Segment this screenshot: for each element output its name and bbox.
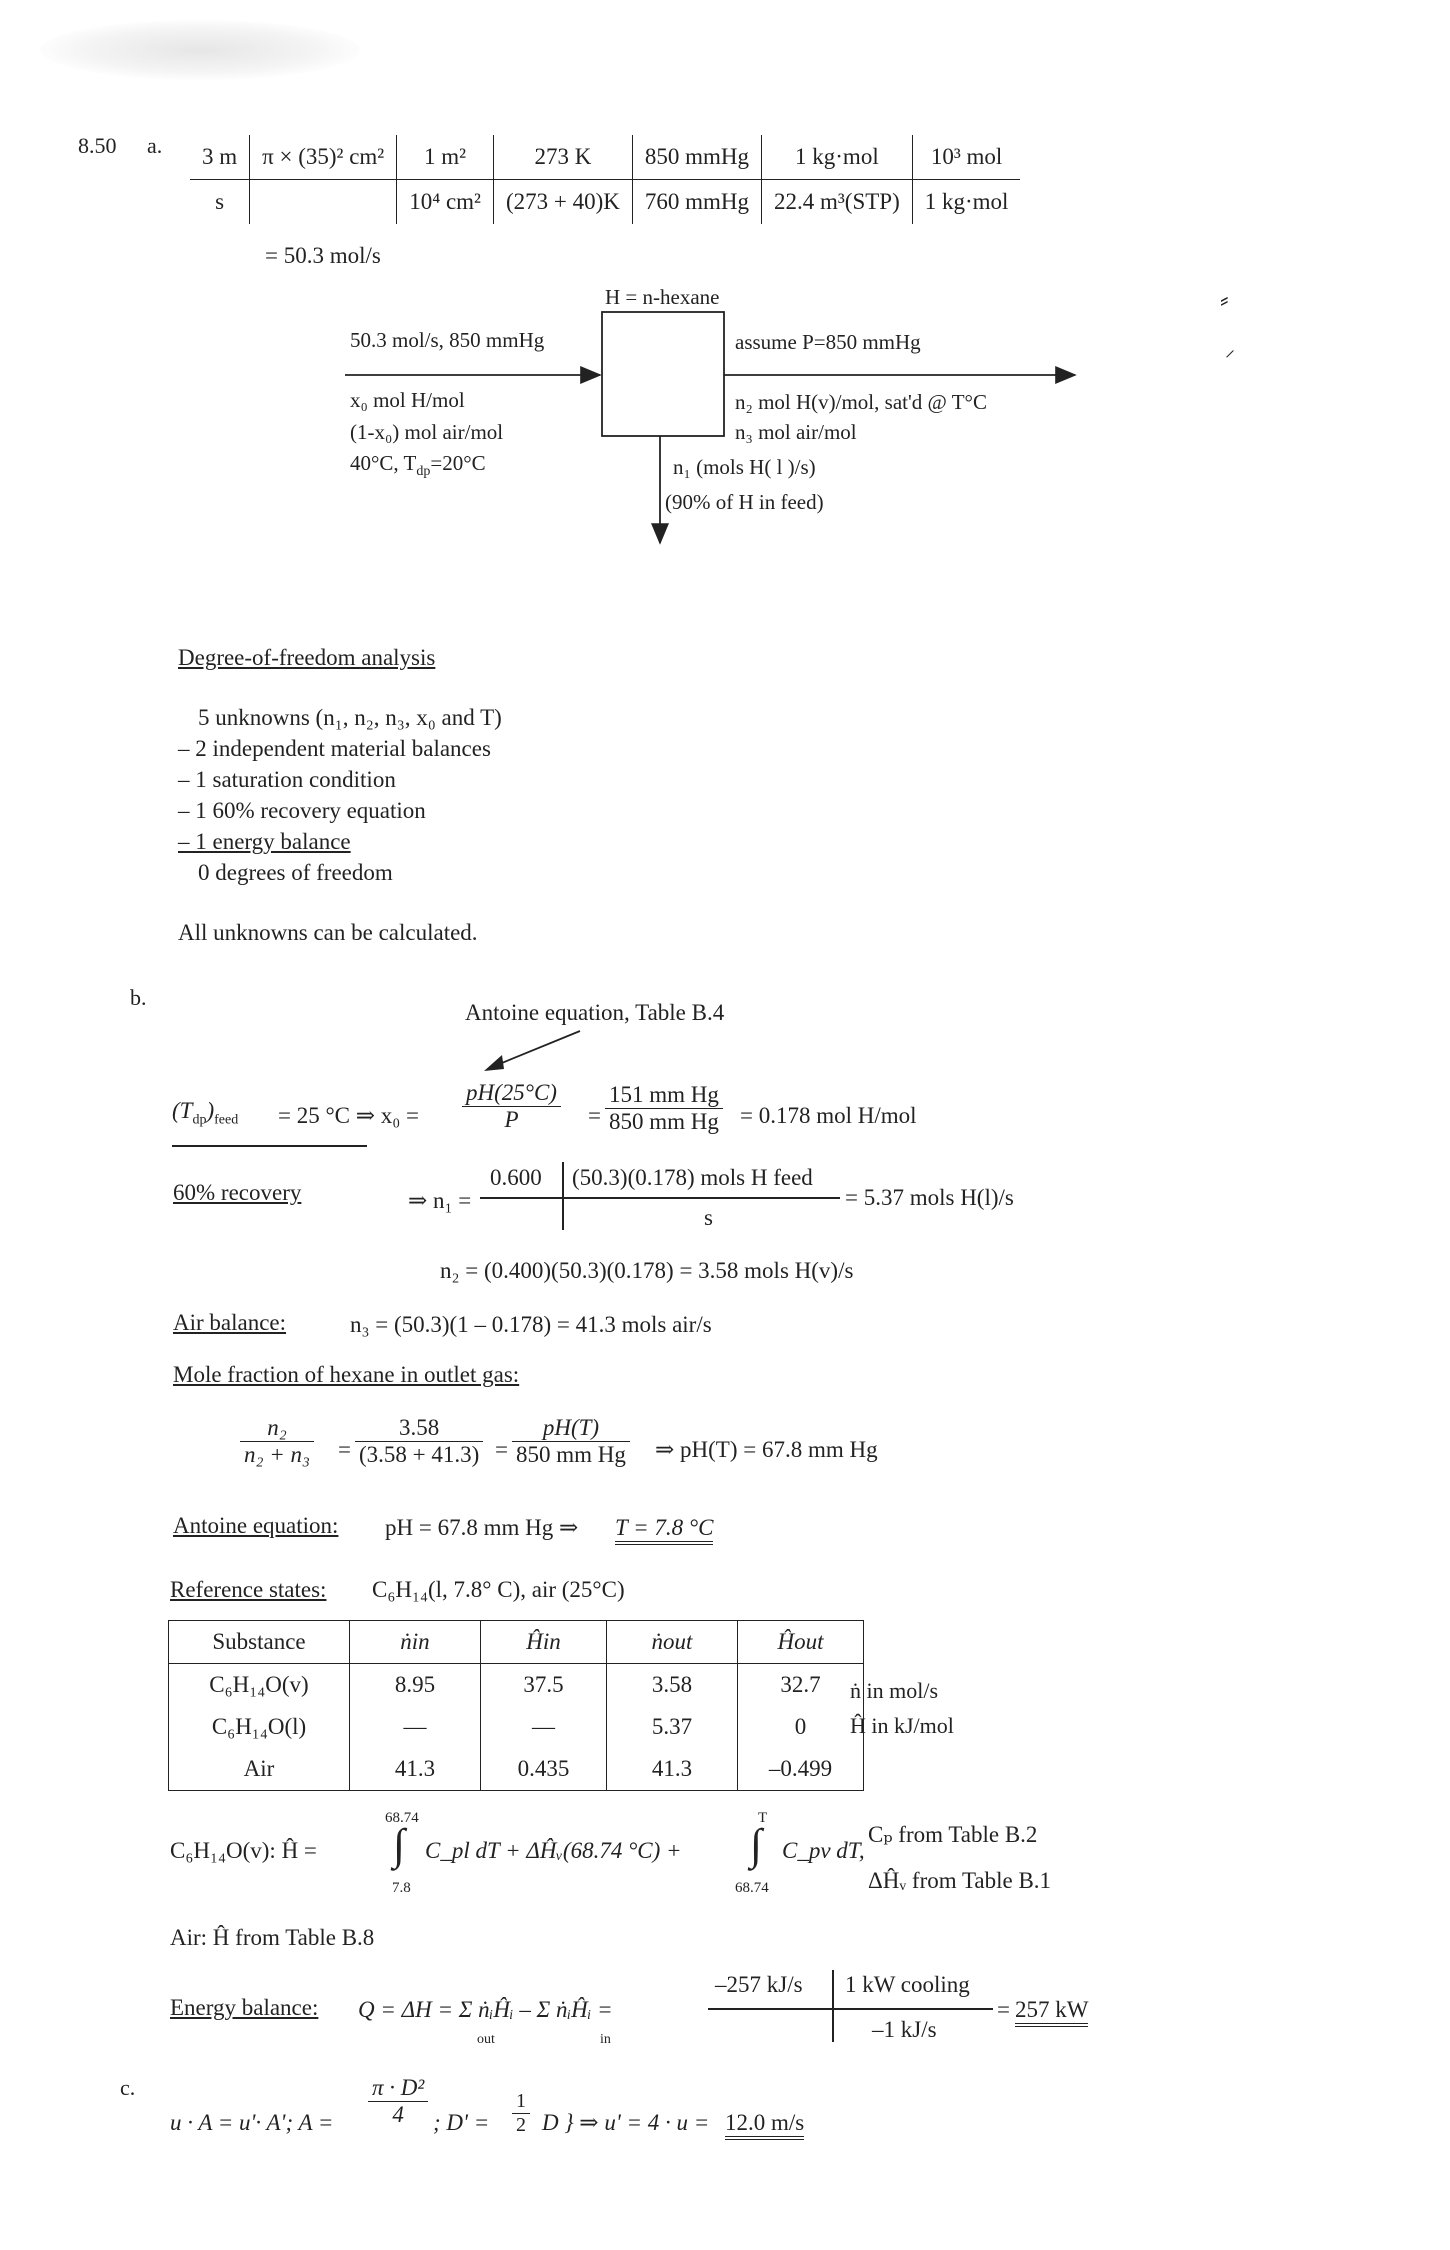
- integral-1-body: C_pl dT + ΔĤᵥ(68.74 °C) +: [425, 1838, 682, 1863]
- table-cell: 41.3: [607, 1748, 738, 1791]
- equals-sign: =: [495, 1437, 508, 1462]
- equals-sign: =: [338, 1437, 351, 1462]
- feed-composition-1: x₀ mol H/mol: [350, 388, 465, 412]
- table-cell: 41.3: [350, 1748, 481, 1791]
- table-unit-note-n: ṅ in mol/s: [850, 1678, 939, 1703]
- half-den: 2: [516, 2114, 526, 2136]
- part-b-label: b.: [130, 985, 147, 1010]
- integral-2-upper: T: [758, 1810, 768, 1826]
- table-row: [169, 1664, 864, 1707]
- table-cell: 37.5: [481, 1664, 607, 1707]
- conv-top-cell: 1 kg·mol: [762, 135, 913, 180]
- conversion-result: = 50.3 mol/s: [265, 243, 381, 268]
- n1-fraction-bar: [480, 1197, 840, 1199]
- unit-label: H = n-hexane: [605, 285, 720, 309]
- half-fraction: [512, 2090, 530, 2137]
- table-cell: 5.37: [607, 1706, 738, 1748]
- dof-line: – 1 energy balance: [178, 829, 351, 854]
- integral-2-lower: 68.74: [735, 1880, 769, 1896]
- energy-factor-3: –1 kJ/s: [872, 2017, 937, 2042]
- part-a-label: a.: [147, 133, 163, 158]
- scan-mark: ⸗: [1220, 285, 1229, 314]
- scan-mark: ⸝: [1225, 339, 1235, 361]
- liquid-stream-1: n₁ (mols H( l )/s): [673, 455, 816, 479]
- antoine-equation: pH = 67.8 mm Hg ⇒: [385, 1515, 579, 1540]
- table-header-cell: Ĥout: [738, 1621, 864, 1664]
- mm-num: 151 mm Hg: [605, 1082, 723, 1109]
- mole-fraction-f2: [355, 1415, 483, 1468]
- air-balance-equation: n₃ = (50.3)(1 – 0.178) = 41.3 mols air/s: [350, 1312, 712, 1337]
- table-header-cell: Ĥin: [481, 1621, 607, 1664]
- continuity-equation: u · A = u'· A'; A =: [170, 2110, 334, 2135]
- x0-result: = 0.178 mol H/mol: [740, 1103, 917, 1128]
- outlet-composition-1: n₂ mol H(v)/mol, sat'd @ T°C: [735, 390, 987, 414]
- table-header-cell: Substance: [169, 1621, 350, 1664]
- conv-top-cell: 273 K: [493, 135, 632, 180]
- antoine-label: Antoine equation:: [173, 1513, 339, 1538]
- energy-balance-lhs: Q = ΔH = Σ ṅᵢĤᵢ – Σ ṅᵢĤᵢ =: [358, 1997, 613, 2022]
- antoine-pointer-arrow: [480, 1025, 590, 1075]
- area-den: 4: [392, 2102, 404, 2127]
- area-fraction: [368, 2075, 428, 2128]
- table-header-cell: ṅout: [607, 1621, 738, 1664]
- sum-out-label: out: [477, 2032, 495, 2047]
- conv-top-cell: 1 m²: [397, 135, 494, 180]
- mf-f2-den: (3.58 + 41.3): [359, 1442, 480, 1467]
- energy-factor-2: 1 kW cooling: [845, 1972, 970, 1997]
- feed-temp-sub: dp: [416, 464, 431, 480]
- energy-factor-1: –257 kJ/s: [715, 1972, 803, 1997]
- integral-2-body: C_pv dT,: [782, 1838, 865, 1863]
- table-header-cell: ṅin: [350, 1621, 481, 1664]
- hexane-enthalpy-lhs: C₆H₁₄O(v): Ĥ =: [170, 1838, 317, 1863]
- diameter-relation: ; D' =: [433, 2110, 490, 2135]
- temperature-result: T = 7.8 °C: [615, 1515, 713, 1545]
- n2-equation: n₂ = (0.400)(50.3)(0.178) = 3.58 mols H(v)/s: [440, 1258, 854, 1283]
- outlet-pressure-assumption: assume P=850 mmHg: [735, 330, 921, 354]
- feed-temp-end: =20°C: [430, 451, 486, 475]
- reference-states-label: Reference states:: [170, 1577, 327, 1602]
- tdp-underline: [172, 1145, 367, 1147]
- feed-temperature: [350, 451, 486, 480]
- mole-fraction-result: ⇒ pH(T) = 67.8 mm Hg: [655, 1437, 878, 1462]
- table-cell: Air: [169, 1748, 350, 1791]
- tdp-equation-lhs: = 25 °C ⇒ x₀ =: [278, 1103, 420, 1128]
- n1-factor-2: (50.3)(0.178) mols H feed: [572, 1165, 813, 1190]
- integral-1-upper: 68.74: [385, 1810, 419, 1826]
- mf-f2-num: 3.58: [355, 1415, 483, 1442]
- table-cell: 3.58: [607, 1664, 738, 1707]
- energy-balance-label: Energy balance:: [170, 1995, 319, 2020]
- integral-sign-1: ∫: [393, 1820, 406, 1869]
- table-cell: 0.435: [481, 1748, 607, 1791]
- conv-bottom-cell: 1 kg·mol: [912, 180, 1020, 225]
- table-row: [169, 1748, 864, 1791]
- tdp-feed-symbol: $(T_{dp})_{feed}$: [172, 1098, 239, 1128]
- recovery-label: 60% recovery: [173, 1180, 302, 1205]
- dhv-source-note: ΔĤᵥ from Table B.1: [868, 1868, 1052, 1893]
- dof-line: 5 unknowns (n₁, n₂, n₃, x₀ and T): [198, 705, 502, 730]
- n1-result: = 5.37 mols H(l)/s: [845, 1185, 1014, 1210]
- mole-fraction-f1: [240, 1415, 314, 1468]
- integral-sign-2: ∫: [750, 1820, 763, 1869]
- feed-composition-2: (1-x₀) mol air/mol: [350, 420, 504, 444]
- table-header-row: [169, 1621, 864, 1664]
- n1-denominator: s: [704, 1205, 713, 1230]
- feed-temp-text: 40°C, T: [350, 451, 417, 475]
- pressure-ratio-fraction: [605, 1082, 723, 1135]
- conv-top-cell: 10³ mol: [912, 135, 1020, 180]
- energy-fraction-divider: [832, 1970, 834, 2042]
- conv-top-cell: π × (35)² cm²: [250, 135, 397, 180]
- mole-fraction-label: Mole fraction of hexane in outlet gas:: [173, 1362, 520, 1387]
- table-cell: C₆H₁₄O(l): [169, 1706, 350, 1748]
- dof-heading: Degree-of-freedom analysis: [178, 645, 436, 670]
- dof-line: 0 degrees of freedom: [198, 860, 393, 885]
- reference-states: C₆H₁₄(l, 7.8° C), air (25°C): [372, 1577, 625, 1602]
- table-cell: —: [350, 1706, 481, 1748]
- antoine-note: Antoine equation, Table B.4: [465, 1000, 725, 1025]
- sum-in-label: in: [600, 2032, 611, 2047]
- pstar-fraction: [462, 1080, 561, 1133]
- conv-top-cell: 3 m: [190, 135, 250, 180]
- table-unit-note-h: Ĥ in kJ/mol: [850, 1713, 954, 1738]
- table-cell: —: [481, 1706, 607, 1748]
- energy-balance-result: 257 kW: [1015, 1997, 1088, 2027]
- mole-fraction-f3: [512, 1415, 630, 1468]
- integral-1-lower: 7.8: [392, 1880, 411, 1896]
- conv-bottom-cell: s: [215, 189, 225, 214]
- n1-factor-1: 0.600: [490, 1165, 542, 1190]
- pstar-den: P: [504, 1107, 519, 1132]
- pstar-num: pH(25°C): [462, 1080, 561, 1107]
- mf-f3-num: pH(T): [512, 1415, 630, 1442]
- air-balance-label: Air balance:: [173, 1310, 287, 1335]
- velocity-relation: D } ⇒ u' = 4 · u =: [542, 2110, 710, 2135]
- mf-f1-num: n₂: [240, 1415, 314, 1442]
- air-enthalpy-note: Air: Ĥ from Table B.8: [170, 1925, 375, 1950]
- n1-lhs: ⇒ n₁ =: [408, 1188, 472, 1213]
- mm-den: 850 mm Hg: [609, 1109, 719, 1134]
- table-cell: 0: [738, 1706, 864, 1748]
- area-num: π · D²: [368, 2075, 428, 2102]
- conv-bottom-cell: 10⁴ cm²: [397, 180, 494, 225]
- conv-bottom-cell: 760 mmHg: [632, 180, 761, 225]
- table-row: [169, 1706, 864, 1748]
- energy-fraction-bar: [708, 2008, 993, 2010]
- enthalpy-table: [168, 1620, 864, 1791]
- part-c-label: c.: [120, 2075, 136, 2100]
- dof-line: – 2 independent material balances: [178, 736, 491, 761]
- dof-line: – 1 60% recovery equation: [178, 798, 426, 823]
- cp-source-note: Cₚ from Table B.2: [868, 1822, 1038, 1847]
- liquid-stream-2: (90% of H in feed): [665, 490, 824, 514]
- equals-sign: =: [588, 1103, 601, 1128]
- equals-sign: =: [997, 1997, 1010, 2022]
- velocity-result: 12.0 m/s: [725, 2110, 804, 2140]
- mf-f1-den: n₂ + n₃: [244, 1442, 311, 1467]
- table-cell: 8.95: [350, 1664, 481, 1707]
- feed-rate: 50.3 mol/s, 850 mmHg: [350, 328, 545, 352]
- conv-top-cell: 850 mmHg: [632, 135, 761, 180]
- half-num: 1: [512, 2090, 530, 2114]
- outlet-composition-2: n₃ mol air/mol: [735, 420, 857, 444]
- table-cell: –0.499: [738, 1748, 864, 1791]
- table-cell: 32.7: [738, 1664, 864, 1707]
- separator-unit-box: [602, 312, 724, 436]
- table-cell: C₆H₁₄O(v): [169, 1664, 350, 1707]
- dof-line: – 1 saturation condition: [178, 767, 396, 792]
- problem-number: 8.50: [78, 133, 117, 158]
- conv-bottom-cell: (273 + 40)K: [493, 180, 632, 225]
- dof-conclusion: All unknowns can be calculated.: [178, 920, 478, 945]
- n1-fraction-divider: [562, 1162, 564, 1230]
- conv-bottom-cell: 22.4 m³(STP): [762, 180, 913, 225]
- mf-f3-den: 850 mm Hg: [516, 1442, 626, 1467]
